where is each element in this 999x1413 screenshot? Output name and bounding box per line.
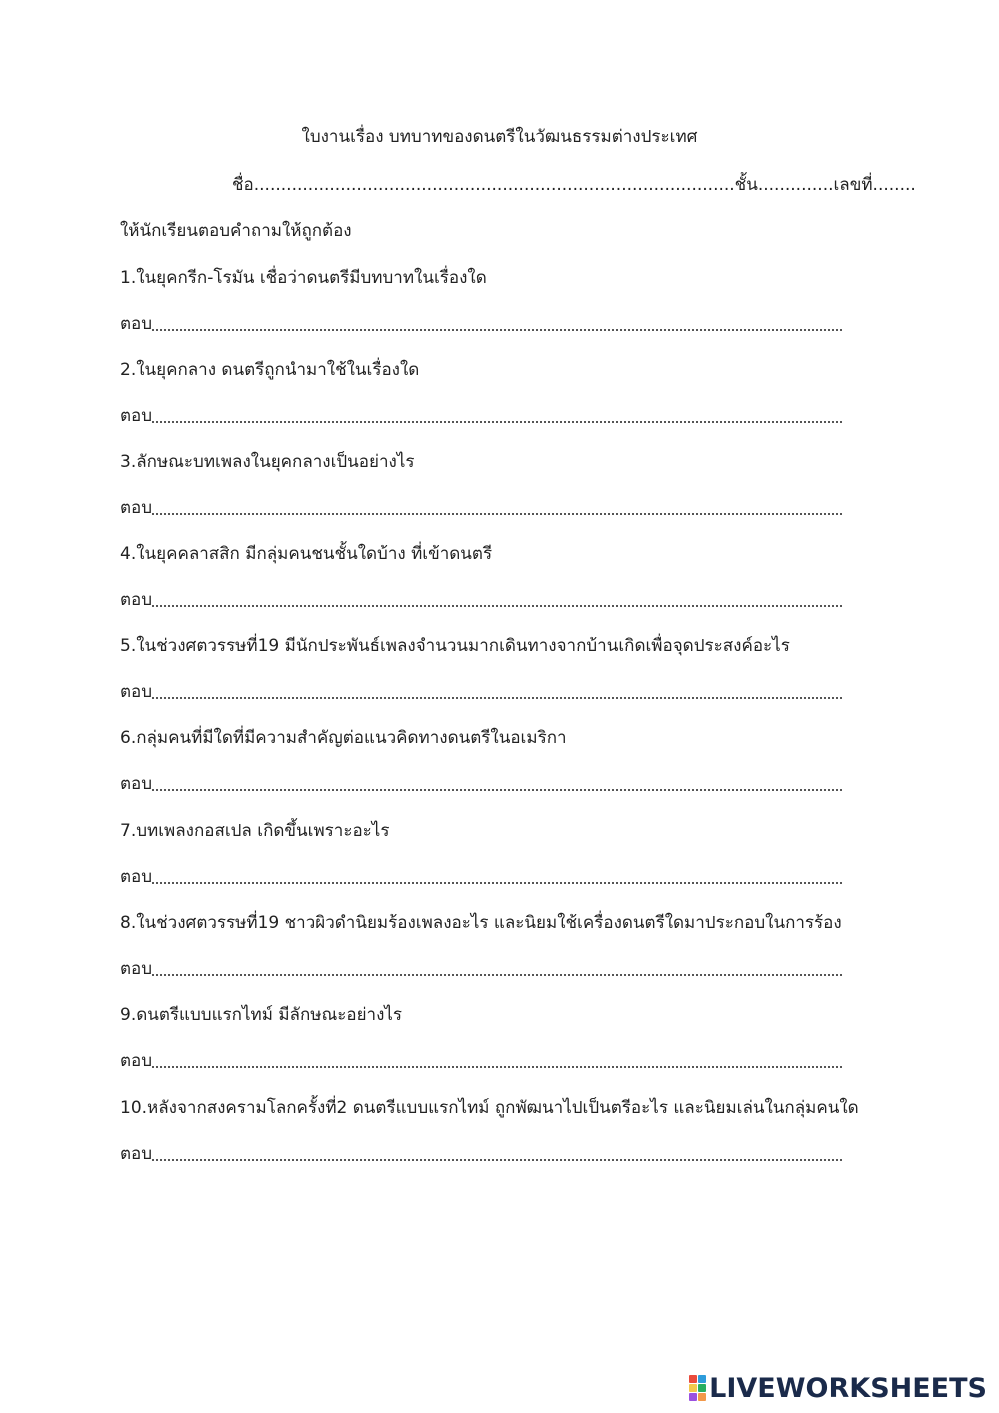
answer-field[interactable] — [120, 956, 842, 982]
question-text: 7.บทเพลงกอสเปล เกิดขึ้นเพราะอะไร — [120, 821, 390, 841]
question-block-10 — [120, 1095, 859, 1167]
answer-label: ตอบ — [120, 498, 153, 518]
logo-block — [689, 1375, 697, 1383]
question-text: 6.กลุ่มคนที่มีใดที่มีความสำคัญต่อแนวคิดทางดนตรีในอเมริกา — [120, 728, 567, 748]
answer-label: ตอบ — [120, 1051, 153, 1071]
answer-dotted-line[interactable] — [152, 324, 842, 331]
answer-dotted-line[interactable] — [152, 877, 842, 884]
liveworksheets-brand — [689, 1370, 987, 1406]
answer-label: ตอบ — [120, 867, 153, 887]
answer-field[interactable] — [120, 587, 842, 613]
answer-label: ตอบ — [120, 774, 153, 794]
answer-dotted-line[interactable] — [152, 416, 842, 423]
question-text: 1.ในยุคกรีก-โรมัน เชื่อว่าดนตรีมีบทบาทในเรื่องใด — [120, 268, 487, 288]
answer-dotted-line[interactable] — [152, 784, 842, 791]
student-info-row: ชื่อ.........................................................................................ชั้น..............เลขที่........ — [232, 175, 916, 195]
answer-dotted-line[interactable] — [152, 692, 842, 699]
question-text: 4.ในยุคคลาสสิก มีกลุ่มคนชนชั้นใดบ้าง ที่เข้าดนตรี — [120, 544, 493, 564]
logo-block — [698, 1384, 706, 1392]
worksheet-title: ใบงานเรื่อง บทบาทของดนตรีในวัฒนธรรมต่างประเทศ — [301, 127, 698, 147]
answer-field[interactable] — [120, 771, 842, 797]
question-block-8 — [120, 910, 842, 982]
answer-dotted-line[interactable] — [152, 969, 842, 976]
answer-label: ตอบ — [120, 314, 153, 334]
answer-dotted-line[interactable] — [152, 508, 842, 515]
logo-block — [689, 1384, 697, 1392]
answer-field[interactable] — [120, 495, 842, 521]
answer-label: ตอบ — [120, 1144, 153, 1164]
question-block-9 — [120, 1002, 842, 1074]
answer-dotted-line[interactable] — [152, 600, 842, 607]
question-text: 5.ในช่วงศตวรรษที่19 มีนักประพันธ์เพลงจำนวนมากเดินทางจากบ้านเกิดเพื่อจุดประสงค์อะไร — [120, 636, 790, 656]
answer-label: ตอบ — [120, 682, 153, 702]
answer-label: ตอบ — [120, 959, 153, 979]
logo-block — [698, 1375, 706, 1383]
question-block-4 — [120, 541, 842, 613]
question-text: 10.หลังจากสงครามโลกครั้งที่2 ดนตรีแบบแรกไทม์ ถูกพัฒนาไปเป็นตรีอะไร และนิยมเล่นในกลุ่มคนใด — [120, 1098, 859, 1118]
answer-label: ตอบ — [120, 590, 153, 610]
logo-block — [689, 1393, 697, 1401]
question-text: 8.ในช่วงศตวรรษที่19 ชาวผิวดำนิยมร้องเพลงอะไร และนิยมใช้เครื่องดนตรีใดมาประกอบในการร้อง — [120, 913, 842, 933]
answer-field[interactable] — [120, 1141, 842, 1167]
answer-dotted-line[interactable] — [152, 1061, 842, 1068]
question-block-7 — [120, 818, 842, 890]
liveworksheets-wordmark: LIVEWORKSHEETS — [709, 1372, 987, 1404]
answer-label: ตอบ — [120, 406, 153, 426]
answer-field[interactable] — [120, 311, 842, 337]
question-text: 3.ลักษณะบทเพลงในยุคกลางเป็นอย่างไร — [120, 452, 415, 472]
answer-field[interactable] — [120, 864, 842, 890]
question-text: 2.ในยุคกลาง ดนตรีถูกนำมาใช้ในเรื่องใด — [120, 360, 420, 380]
answer-field[interactable] — [120, 1048, 842, 1074]
answer-field[interactable] — [120, 403, 842, 429]
answer-field[interactable] — [120, 679, 842, 705]
question-block-3 — [120, 449, 842, 521]
question-block-2 — [120, 357, 842, 429]
answer-dotted-line[interactable] — [152, 1154, 842, 1161]
instruction-text: ให้นักเรียนตอบคำถามให้ถูกต้อง — [120, 221, 352, 241]
question-block-6 — [120, 725, 842, 797]
logo-block — [698, 1393, 706, 1401]
question-block-5 — [120, 633, 842, 705]
question-text: 9.ดนตรีแบบแรกไทม์ มีลักษณะอย่างไร — [120, 1005, 403, 1025]
question-block-1 — [120, 265, 842, 337]
liveworksheets-logo-icon — [689, 1375, 706, 1401]
